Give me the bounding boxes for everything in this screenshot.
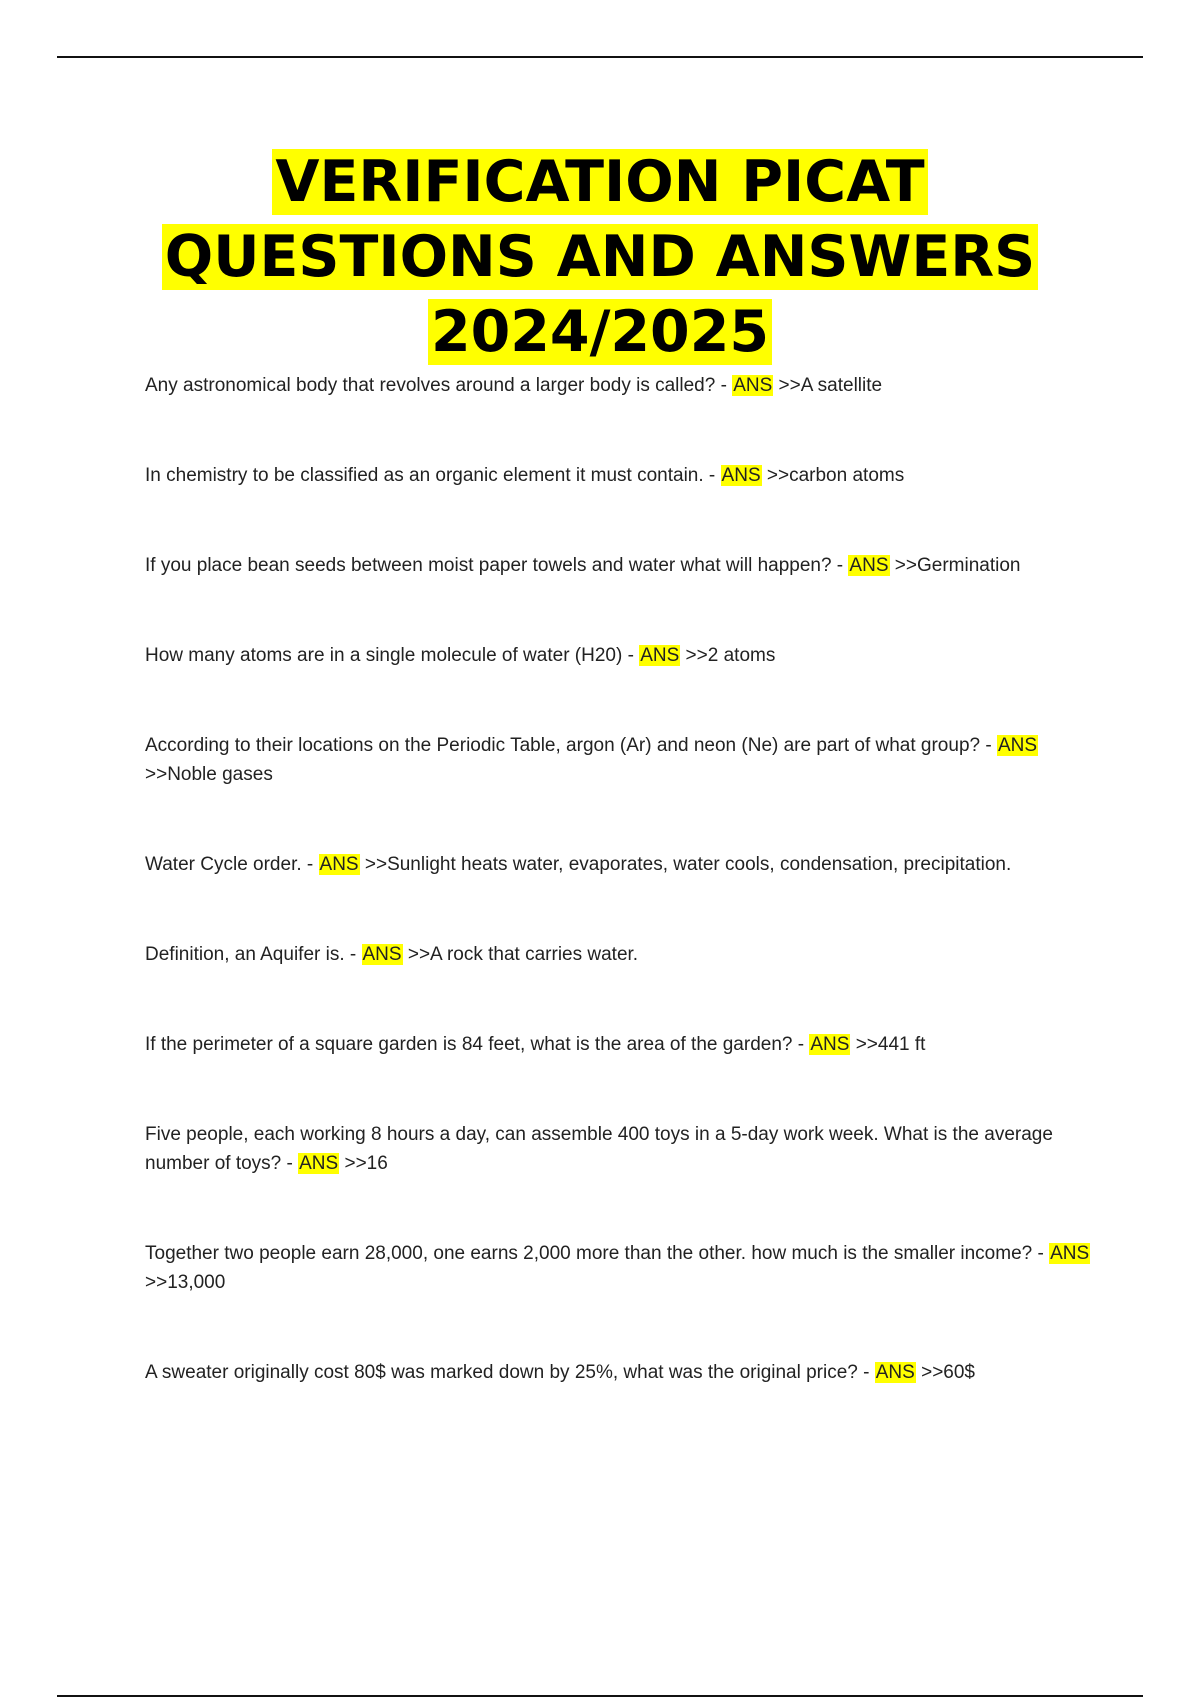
question-text: How many atoms are in a single molecule of water (H20) -: [145, 645, 640, 666]
qa-item: [145, 371, 1095, 400]
qa-item: [145, 1358, 1095, 1387]
answer-text: >>16: [339, 1153, 388, 1174]
ans-marker: ANS: [1050, 1243, 1090, 1264]
answer-text: >>13,000: [145, 1272, 226, 1293]
question-text: If the perimeter of a square garden is 84 feet, what is the area of the garden? -: [145, 1034, 810, 1055]
qa-item: [145, 850, 1095, 879]
answer-text: >>60$: [915, 1362, 975, 1383]
qa-item: [145, 731, 1095, 789]
question-text: In chemistry to be classified as an organic element it must contain. -: [145, 465, 721, 486]
answer-text: >>A rock that carries water.: [402, 944, 639, 965]
answer-text: >>2 atoms: [680, 645, 776, 666]
top-rule: [57, 56, 1143, 58]
ans-marker: ANS: [319, 854, 359, 875]
answer-text: >>A satellite: [773, 375, 883, 396]
answer-text: >>Germination: [889, 555, 1021, 576]
title-line: 2024/2025: [428, 299, 772, 365]
qa-item: [145, 461, 1095, 490]
ans-marker: ANS: [875, 1362, 915, 1383]
answer-text: >>carbon atoms: [761, 465, 905, 486]
ans-marker: ANS: [721, 465, 761, 486]
ans-marker: ANS: [733, 375, 773, 396]
question-text: A sweater originally cost 80$ was marked down by 25%, what was the original price? -: [145, 1362, 875, 1383]
answer-text: >>Noble gases: [145, 764, 273, 785]
answer-text: >>Sunlight heats water, evaporates, water cools, condensation, precipitation.: [359, 854, 1012, 875]
ans-marker: ANS: [362, 944, 402, 965]
question-text: Definition, an Aquifer is. -: [145, 944, 362, 965]
ans-marker: ANS: [997, 735, 1038, 756]
answer-text: >>441 ft: [850, 1034, 926, 1055]
qa-item: [145, 940, 1095, 969]
qa-item: [145, 1239, 1095, 1297]
ans-marker: ANS: [810, 1034, 850, 1055]
question-text: Five people, each working 8 hours a day, can assemble 400 toys in a 5-day work week. What is the average number of toys? -: [145, 1124, 1053, 1174]
bottom-rule: [57, 1695, 1143, 1697]
ans-marker: ANS: [640, 645, 680, 666]
question-text: Together two people earn 28,000, one earns 2,000 more than the other. how much is the smaller income? -: [145, 1243, 1050, 1264]
document-title: [100, 145, 1100, 370]
ans-marker: ANS: [299, 1153, 339, 1174]
question-text: If you place bean seeds between moist paper towels and water what will happen? -: [145, 555, 849, 576]
question-text: Water Cycle order. -: [145, 854, 319, 875]
qa-item: [145, 641, 1095, 670]
title-line: QUESTIONS AND ANSWERS: [162, 224, 1038, 290]
question-text: According to their locations on the Periodic Table, argon (Ar) and neon (Ne) are part of what group? -: [145, 735, 997, 756]
question-text: Any astronomical body that revolves around a larger body is called? -: [145, 375, 733, 396]
qa-item: [145, 1030, 1095, 1059]
ans-marker: ANS: [849, 555, 889, 576]
qa-item: [145, 1120, 1095, 1178]
title-line: VERIFICATION PICAT: [272, 149, 927, 215]
qa-list: [145, 371, 1095, 1448]
qa-item: [145, 551, 1095, 580]
